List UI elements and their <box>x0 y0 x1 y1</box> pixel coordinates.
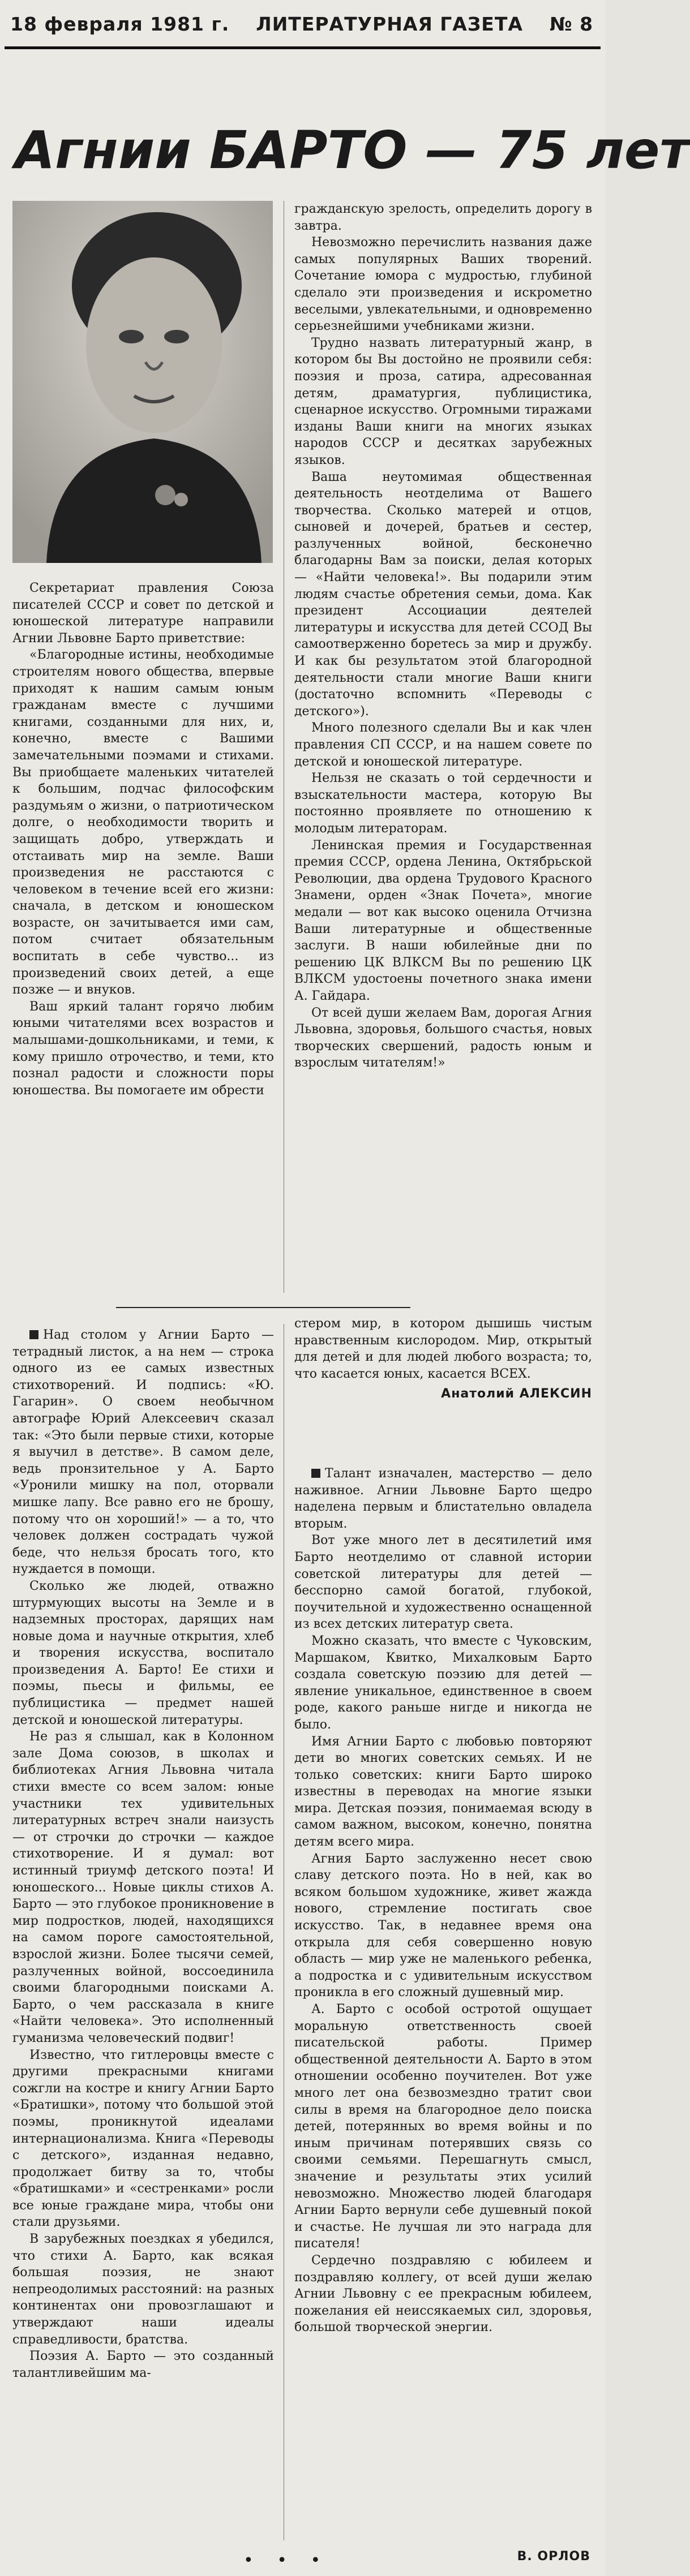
greeting-paragraph: Много полезного сделали Вы и как член правления СП СССР, и на нашем совете по детской и юношеской литературе. <box>294 721 592 769</box>
author-signature: В. ОРЛОВ <box>517 2549 590 2564</box>
greeting-paragraph: Трудно назвать литературный жанр, в котором бы Вы достойно не проявили себя: поэзия и проза, сатира, адресованная детям, драматургия, публицистика, сценарное искусство. Огромными тиражами изданы Ваши книги на многих языках народов СССР и десятках зарубежных языков. <box>294 336 592 467</box>
issue-date: 18 февраля 1981 г. <box>10 13 230 35</box>
article-paragraph: Сердечно поздравляю с юбилеем и поздравляю коллегу, от всей души желаю Агнии Львовну с ее прекрасным юбилеем, пожелания ей неиссякаемых сил, здоровья, большой творческой энергии. <box>294 2253 592 2335</box>
newspaper-name: ЛИТЕРАТУРНАЯ ГАЗЕТА <box>256 13 523 35</box>
article-aleksin-column <box>12 1327 274 2557</box>
article-aleksin-continuation <box>294 1315 592 1463</box>
greeting-paragraph: Секретариат правления Союза писателей СССР и совет по детской и юношеской литературе направили Агнии Львовне Барто приветствие: <box>12 581 274 646</box>
article-paragraph: Сколько же людей, отважно штурмующих высоты на Земле и в надземных просторах, дарящих нам новые дома и научные открытия, хлеб и творения искусства, воспитало произведения А. Барто! Ее стихи и поэмы, пьесы и фильмы, ее публицистика — предмет нашей детской и юношеской литературы. <box>12 1579 274 1727</box>
greeting-paragraph: Нельзя не сказать о той сердечности и взыскательности мастера, которую Вы постоянно проявляете по отношению к молодым литераторам. <box>294 771 592 836</box>
greeting-paragraph: От всей души желаем Вам, дорогая Агния Львовна, здоровья, большого счастья, новых творческих свершений, радость юным и взрослым читателям!» <box>294 1005 592 1070</box>
header-rule <box>5 46 601 49</box>
portrait-photo <box>12 201 273 563</box>
article-paragraph: Известно, что гитлеровцы вместе с другими прекрасными книгами сожгли на костре и книгу Агнии Барто «Братишки», потому что большой этой поэмы, проникнутой идеалами интернационализма. Книга «Переводы с детского», изданная недавно, продолжает битву за то, чтобы «братишками» и «сестренками» росли все юные граждане мира, чтобы они стали друзьями. <box>12 2048 274 2230</box>
article-paragraph: А. Барто с особой остротой ощущает моральную ответственность своей писательской работы. Пример общественной деятельности А. Барто в этом отношении особенно поучителен. Вот уже много лет она безвозмездно тратит свои силы в время на благородное дело поиска детей, потерянных во время войны и по иным причинам потерявших связь со своими семьями. Перешагнуть смысл, значение и результаты этих усилий невозможно. Множество людей благодаря Агнии Барто вернули себе душевный покой и счастье. Не лучшая ли это награда для писателя! <box>294 2002 592 2251</box>
article-paragraph: Над столом у Агнии Барто — тетрадный листок, а на нем — строка одного из ее самых известных стихотворений. И подпись: «Ю. Гагарин». О своем необычном автографе Юрий Алексеевич сказал так: «Это были первые стихи, которые я выучил в детстве». В самом деле, ведь пронзительное у А. Барто «Уронили мишку на пол, оторвали мишке лапу. Все равно его не брошу, потому что он хороший!» — а то, что человек должен сострадать чужой беде, что нельзя бросать того, кто нуждается в помощи. <box>12 1328 274 1577</box>
greeting-right-column <box>294 201 592 1296</box>
greeting-paragraph: «Благородные истины, необходимые строителям нового общества, впервые приходят к нашим самым юным гражданам вместе с лучшими книгами, созданными для них, и, конечно, вместе с Вашими замечательными поэмами и стихами. Вы приобщаете маленьких читателей к большим, подчас философским раздумьям о жизни, о патриотическом долге, о необходимости творить и защищать добро, утверждать и отстаивать мир на земле. Ваши произведения не расстаются с человеком в течение всей его жизни: сначала, в детском и юношеском возрасте, он зачитывается ими сам, потом считает обязательным воспитать в себе чувство... из произведений своих детей, а еще позже — и внуков. <box>12 648 274 997</box>
greeting-paragraph: Ленинская премия и Государственная премия СССР, ордена Ленина, Октябрьской Революции, два ордена Трудового Красного Знамени, орден «Знак Почета», многие медали — вот как высоко оценила Отчизна Ваши литературные и общественные заслуги. В наши юбилейные дни по решению ЦК ВЛКСМ Вы по решению ЦК ВЛКСМ удостоены почетного знака имени А. Гайдара. <box>294 838 592 1003</box>
article-paragraph: Поэзия А. Барто — это созданный талантливейшим ма- <box>12 2349 274 2380</box>
article-paragraph: Вот уже много лет в десятилетий имя Барто неотделимо от славной истории советской литературы для детей — бесспорно самой богатой, глубокой, поучительной и художественно оснащенной из всех детских литератур света. <box>294 1533 592 1632</box>
article-paragraph: Агния Барто заслуженно несет свою славу детского поэта. Но в ней, как во всяком большом художнике, живет жажда нового, стремление постигать свое искусство. Так, в недавнее время она открыла для себя совершенно новую область — мир уже не маленького ребенка, а подростка и с удивительным искусством проникла в его сложный душевный мир. <box>294 1851 592 2000</box>
article-paragraph: Талант изначален, мастерство — дело наживное. Агнии Львовне Барто щедро наделена первым и блистательно овладела вторым. <box>294 1467 592 1531</box>
article-paragraph: Не раз я слышал, как в Колонном зале Дома союзов, в школах и библиотеках Агния Львовна читала стихи вместе со всем залом: юные участники тех удивительных литературных встреч знали наизусть — от строчки до строчки — каждое стихотворение. И я думал: вот истинный триумф детского поэта! И юношеского... Новые циклы стихов А. Барто — это глубокое проникновение в мир подростков, людей, находящихся на самом пороге самостоятельной, взрослой жизни. Более тысячи семей, разлученных войной, воссоединила своими благородными поисками А. Барто, о чем рассказала в книге «Найти человека». Это исполненный гуманизма человеческий подвиг! <box>12 1730 274 2045</box>
issue-number: № 8 <box>549 13 594 35</box>
footer-ornament: • • • <box>243 2551 330 2570</box>
article-paragraph: стером мир, в котором дышишь чистым нравственным кислородом. Мир, открытый для детей и для людей любого возраста; то, что касается юных, касается ВСЕХ. <box>294 1317 592 1381</box>
page-title: Агнии БАРТО — 75 лет <box>15 120 690 180</box>
bullet-icon <box>311 1469 320 1478</box>
article-paragraph: В зарубежных поездках я убедился, что стихи А. Барто, как всякая большая поэзия, не знают непреодолимых расстояний: на разных континентах они провозглашают и утверждают наши идеалы справедливости, братства. <box>12 2232 274 2347</box>
bullet-icon <box>29 1330 38 1339</box>
author-signature: Анатолий АЛЕКСИН <box>441 1387 592 1401</box>
greeting-paragraph: Ваша неутомимая общественная деятельность неотделима от Вашего творчества. Сколько матерей и отцов, сыновей и дочерей, братьев и сестер, разлученных войной, бесконечно благодарны Вам за поиски, делая которых — «Найти человека!». Вы подарили этим людям счастье обретения семьи, дома. Как президент Ассоциации деятелей литературы и искусства для детей ССОД Вы самоотверженно боретесь за мир и дружбу. И как бы результатом этой благородной деятельности стали многие Ваши книги (достаточно вспомнить «Переводы с детского»). <box>294 470 592 719</box>
greeting-left-column <box>12 580 274 1298</box>
article-paragraph: Имя Агнии Барто с любовью повторяют дети во многих советских семьях. И не только советских: книги Барто широко известны в переводах на многие языки мира. Детская поэзия, понимаемая всюду в самом важном, высоком, конечно, понятна детям всего мира. <box>294 1734 592 1850</box>
greeting-paragraph: гражданскую зрелость, определить дорогу в завтра. <box>294 202 592 233</box>
article-orlov-column <box>294 1465 592 2540</box>
greeting-paragraph: Ваш яркий талант горячо любим юными читателями всех возрастов и малышами-дошкольниками, и теми, к кому пришло отрочество, и теми, кто познал радости и сложности поры юношества. Вы помогаете им обрести <box>12 999 274 1098</box>
newspaper-header <box>10 7 595 42</box>
greeting-paragraph: Невозможно перечислить названия даже самых популярных Ваших творений. Сочетание юмора с мудростью, глубиной сделало эти произведения и искрометно веселыми, увлекательными, и одновременно серьезнейшими учебниками жизни. <box>294 235 592 334</box>
article-paragraph: Можно сказать, что вместе с Чуковским, Маршаком, Квитко, Михалковым Барто создала советскую поэзию для детей — явление уникальное, единственное в своем роде, какого раньше нигде и никогда не было. <box>294 1633 592 1732</box>
section-divider <box>116 1307 410 1308</box>
